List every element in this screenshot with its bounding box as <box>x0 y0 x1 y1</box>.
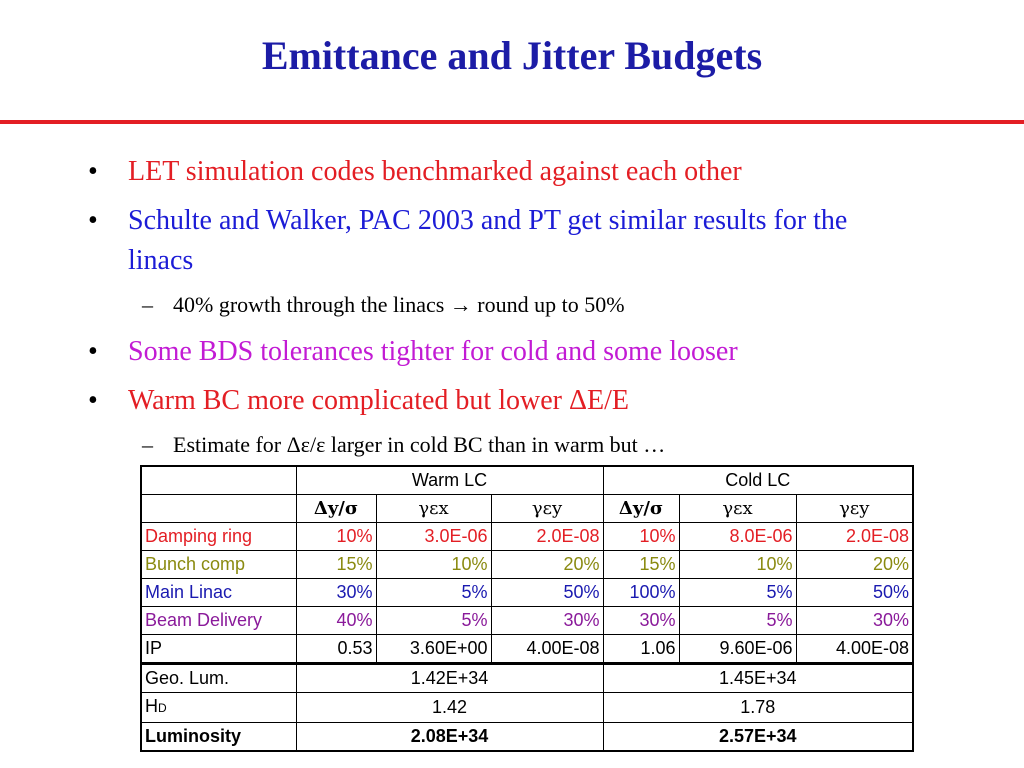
group-header-cold: Cold LC <box>603 466 913 495</box>
col-header: γεy <box>796 495 913 523</box>
summary-row <box>141 723 913 752</box>
bullet-dot: • <box>88 336 98 367</box>
title-divider <box>0 120 1024 124</box>
table-cell: 10% <box>603 523 679 551</box>
table-cell: 2.0E-08 <box>491 523 603 551</box>
table-row <box>141 551 913 579</box>
table-cell: 4.00E-08 <box>491 635 603 664</box>
col-header: γεy <box>491 495 603 523</box>
col-header: Δy/σ <box>603 495 679 523</box>
empty-header-cell <box>141 495 296 523</box>
table-cell: 2.0E-08 <box>796 523 913 551</box>
sub-bullet-item <box>142 430 942 460</box>
table-row <box>141 523 913 551</box>
table-cell: 30% <box>296 579 376 607</box>
bullet-dot: • <box>88 156 98 187</box>
table-cell: 0.53 <box>296 635 376 664</box>
column-header-row <box>141 495 913 523</box>
bullet-item <box>88 201 918 281</box>
row-label: Geo. Lum. <box>141 664 296 693</box>
table-cell: 5% <box>376 607 491 635</box>
sub-bullet-dash: – <box>142 432 153 457</box>
table-cell: 3.0E-06 <box>376 523 491 551</box>
table-cell: 10% <box>679 551 796 579</box>
col-header: γεx <box>679 495 796 523</box>
table-cell: 3.60E+00 <box>376 635 491 664</box>
bullet-text: LET simulation codes benchmarked against each other <box>128 156 742 187</box>
table-cell: 40% <box>296 607 376 635</box>
table-cell: 50% <box>796 579 913 607</box>
table-cell: 20% <box>796 551 913 579</box>
bullet-text: Schulte and Walker, PAC 2003 and PT get similar results for the linacs <box>128 205 848 276</box>
col-header: γεx <box>376 495 491 523</box>
table-cell: 9.60E-06 <box>679 635 796 664</box>
sub-bullet-dash: – <box>142 292 153 317</box>
sub-bullet-item <box>142 290 942 320</box>
summary-row <box>141 664 913 693</box>
col-header: Δy/σ <box>296 495 376 523</box>
table-cell: 5% <box>679 579 796 607</box>
bullet-text: Some BDS tolerances tighter for cold and some looser <box>128 336 738 367</box>
table-cell: 4.00E-08 <box>796 635 913 664</box>
bullet-dot: • <box>88 205 98 236</box>
summary-warm-value: 2.08E+34 <box>296 723 603 752</box>
table-cell: 5% <box>679 607 796 635</box>
bullet-item <box>88 381 918 421</box>
table-cell: 30% <box>491 607 603 635</box>
row-label: Beam Delivery <box>141 607 296 635</box>
sub-bullet-text: 40% growth through the linacs → round up to 50% <box>173 292 625 317</box>
table-cell: 10% <box>296 523 376 551</box>
summary-warm-value: 1.42 <box>296 693 603 723</box>
row-label: IP <box>141 635 296 664</box>
table-cell: 30% <box>796 607 913 635</box>
page-title: Emittance and Jitter Budgets <box>261 33 763 78</box>
summary-warm-value: 1.42E+34 <box>296 664 603 693</box>
table-row <box>141 607 913 635</box>
sub-bullet-text: Estimate for Δε/ε larger in cold BC than in warm but … <box>173 432 666 457</box>
row-label: Main Linac <box>141 579 296 607</box>
table-cell: 50% <box>491 579 603 607</box>
row-label-main: H <box>145 696 158 716</box>
bullet-list <box>0 152 1024 472</box>
budget-table <box>140 465 914 752</box>
row-label: Bunch comp <box>141 551 296 579</box>
table-cell: 15% <box>296 551 376 579</box>
table-cell: 30% <box>603 607 679 635</box>
summary-cold-value: 2.57E+34 <box>603 723 913 752</box>
table-cell: 5% <box>376 579 491 607</box>
row-label-subscript: D <box>158 701 167 715</box>
table-row <box>141 579 913 607</box>
row-label: Luminosity <box>141 723 296 752</box>
table-cell: 8.0E-06 <box>679 523 796 551</box>
table-cell: 10% <box>376 551 491 579</box>
bullet-dot: • <box>88 385 98 416</box>
group-header-row <box>141 466 913 495</box>
row-label <box>141 693 296 723</box>
bullet-text: Warm BC more complicated but lower ΔE/E <box>128 385 629 416</box>
table-cell: 20% <box>491 551 603 579</box>
bullet-item <box>88 152 918 192</box>
summary-cold-value: 1.78 <box>603 693 913 723</box>
table-row <box>141 635 913 664</box>
table-cell: 15% <box>603 551 679 579</box>
summary-cold-value: 1.45E+34 <box>603 664 913 693</box>
group-header-warm: Warm LC <box>296 466 603 495</box>
empty-header-cell <box>141 466 296 495</box>
bullet-item <box>88 332 918 372</box>
table-cell: 1.06 <box>603 635 679 664</box>
summary-row <box>141 693 913 723</box>
row-label: Damping ring <box>141 523 296 551</box>
table-cell: 100% <box>603 579 679 607</box>
